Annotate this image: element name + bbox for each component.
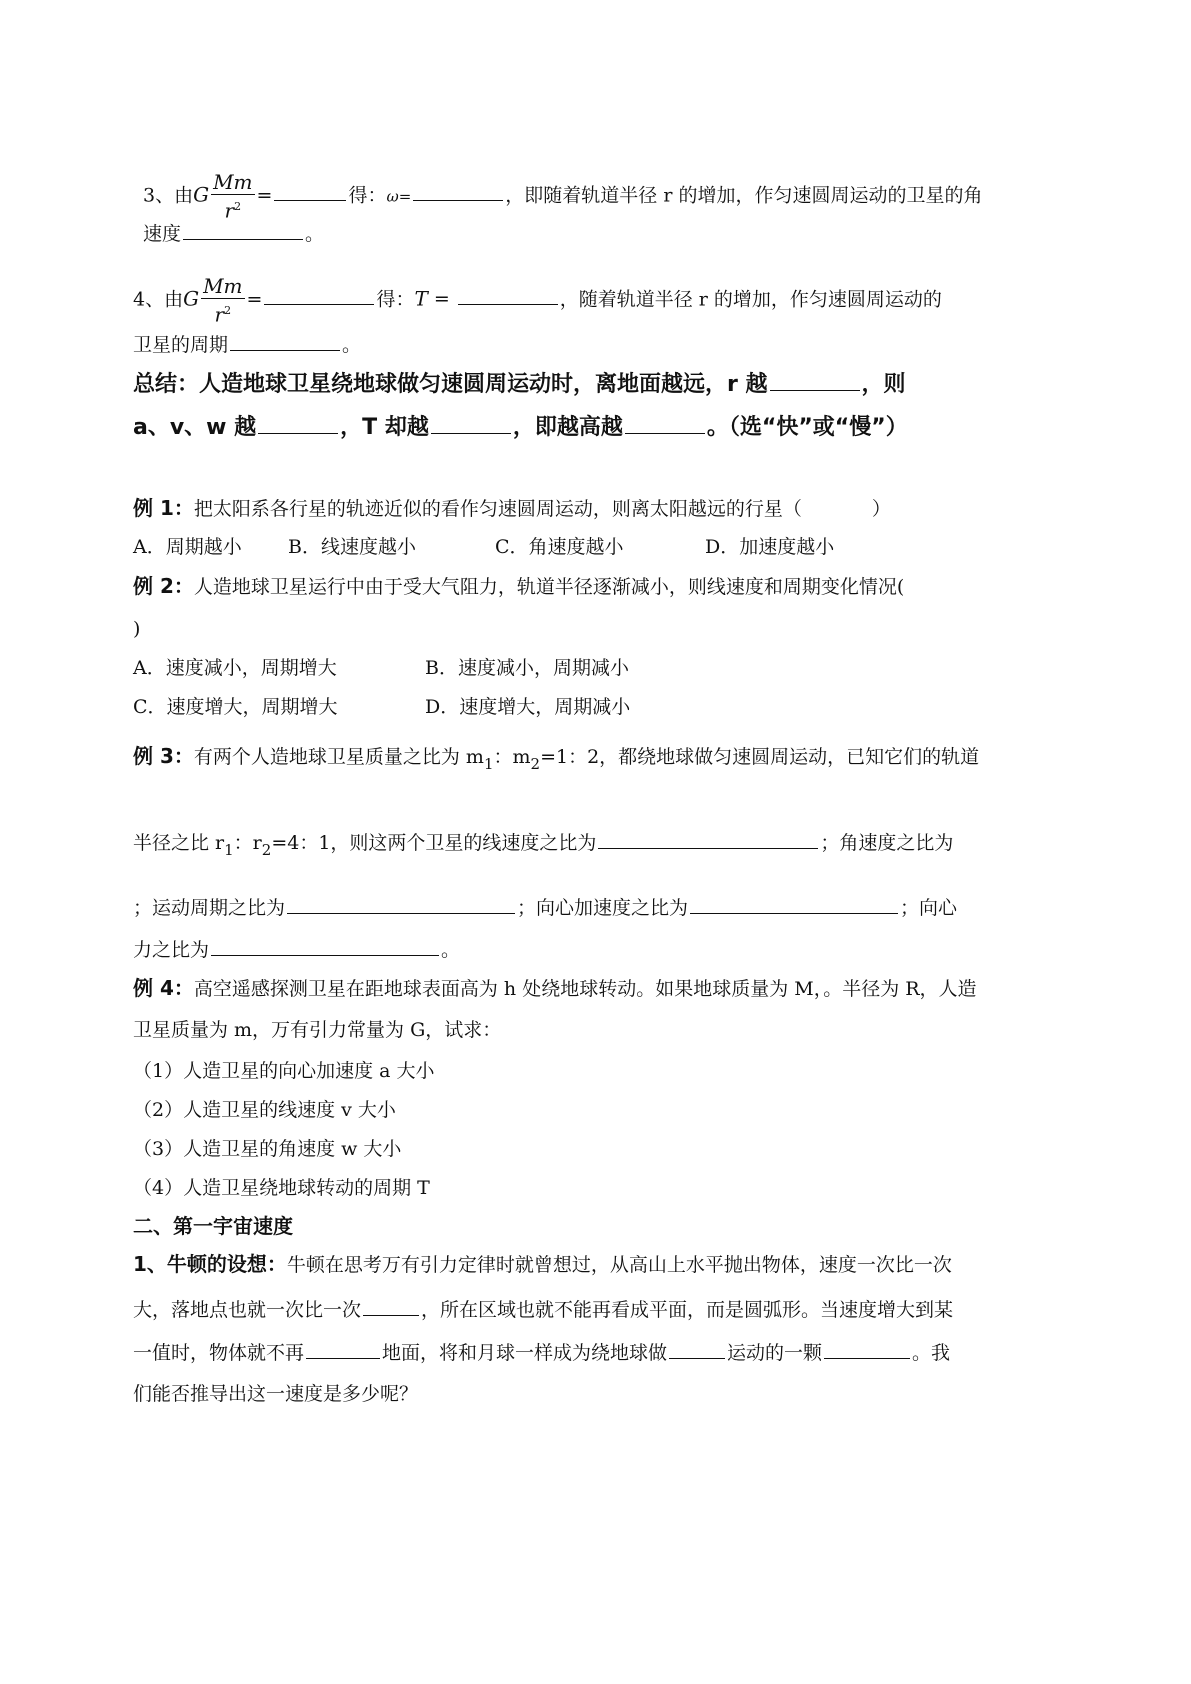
ex3-text-b: ：m — [493, 746, 531, 768]
ex2-option-c[interactable]: C．速度增大，周期增大 — [133, 696, 338, 718]
section2-line2 — [133, 1297, 953, 1323]
ex3-line4 — [133, 937, 460, 963]
q4-text: ，随着轨道半径 r 的增加，作匀速圆周运动的 — [559, 288, 942, 311]
ex3-blank-4[interactable] — [211, 937, 439, 956]
q3-frac-num: Mm — [213, 170, 253, 194]
ex3-line2 — [133, 830, 953, 863]
ex2-line — [133, 573, 904, 600]
summary-blank-2[interactable] — [258, 413, 338, 434]
section2-line3 — [133, 1340, 950, 1366]
section2-title: 二、第一宇宙速度 — [133, 1214, 293, 1238]
ex3-l3-a: ；运动周期之比为 — [133, 897, 286, 919]
ex4-item-4: （4）人造卫星绕地球转动的周期 T — [133, 1177, 430, 1199]
summary-text-1a: 总结：人造地球卫星绕地球做匀速圆周运动时，离地面越远，r 越 — [133, 372, 768, 397]
ex4-text: 高空遥感探测卫星在距地球表面高为 h 处绕地球转动。如果地球质量为 M，。半径为 R，人造 — [193, 978, 977, 1000]
ex2-close: ) — [133, 618, 141, 640]
section2-l1: 牛顿在思考万有引力定律时就曾想过，从高山上水平抛出物体，速度一次比一次 — [286, 1254, 952, 1276]
q3-number: 3、由 — [143, 184, 194, 207]
q4-frac-den: r — [214, 302, 225, 327]
ex1-text: 把太阳系各行星的轨迹近似的看作匀速圆周运动，则离太阳越远的行星（ — [193, 498, 802, 520]
ex3-text-a: 有两个人造地球卫星质量之比为 m — [193, 746, 484, 768]
ex3-blank-2[interactable] — [287, 895, 515, 914]
section2-l4: 们能否推导出这一速度是多少呢？ — [133, 1383, 419, 1405]
ex2-close-line — [133, 616, 140, 642]
ex1-option-b[interactable]: B．线速度越小 — [288, 536, 416, 558]
summary-line2 — [133, 413, 908, 441]
ex1-option-a[interactable]: A．周期越小 — [133, 536, 242, 558]
ex4-label: 例 4： — [133, 976, 194, 1000]
q4-frac-den-exp: 2 — [224, 304, 232, 317]
section2-blank-4[interactable] — [824, 1340, 910, 1359]
summary-blank-1[interactable] — [770, 370, 860, 391]
ex1-option-c[interactable]: C．角速度越小 — [495, 536, 624, 558]
ex3-l2-a: 半径之比 r — [133, 832, 225, 854]
ex2-text: 人造地球卫星运行中由于受大气阻力，轨道半径逐渐减小，则线速度和周期变化情况( — [193, 576, 905, 598]
q3-line2-text: 速度 — [143, 223, 182, 245]
summary-text-2d: 。（选“快”或“慢”） — [706, 415, 908, 440]
section2-l3-d: 。我 — [912, 1342, 951, 1364]
q4-g: G — [183, 286, 200, 311]
ex3-l4-b: 。 — [441, 939, 461, 961]
q3-blank-3[interactable] — [183, 221, 303, 240]
ex4-line2-text: 卫星质量为 m，万有引力常量为 G，试求： — [133, 1019, 502, 1041]
q4-blank-2[interactable] — [458, 286, 558, 305]
summary-line1 — [133, 370, 906, 398]
section2-l3-c: 运动的一颗 — [727, 1342, 823, 1364]
ex2-option-d[interactable]: D．速度增大，周期减小 — [425, 696, 631, 718]
q4-de: 得： — [376, 288, 415, 311]
ex2-options-row1 — [133, 655, 629, 681]
q3-blank-1[interactable] — [274, 182, 346, 201]
ex1-line — [133, 495, 891, 522]
ex2-option-a[interactable]: A．速度减小，周期增大 — [133, 657, 337, 679]
ex4-line2 — [133, 1017, 501, 1043]
ex4-item-1: （1）人造卫星的向心加速度 a 大小 — [133, 1060, 435, 1082]
ex1-options — [133, 534, 834, 560]
ex2-label: 例 2： — [133, 574, 194, 598]
ex4-line1 — [133, 975, 977, 1002]
q4-fraction — [201, 274, 244, 327]
ex3-line3 — [133, 895, 957, 921]
q4-number: 4、由 — [133, 288, 184, 311]
q3-eq: = — [256, 184, 273, 207]
q3-frac-den: r — [224, 198, 235, 223]
q4-frac-num: Mm — [203, 274, 243, 298]
summary-blank-4[interactable] — [625, 413, 705, 434]
summary-blank-3[interactable] — [431, 413, 511, 434]
q3-text: ，即随着轨道半径 r 的增加，作匀速圆周运动的卫星的角 — [505, 184, 983, 207]
q3-g: G — [193, 182, 210, 207]
q4-blank-1[interactable] — [264, 286, 374, 305]
q4-t: T — [414, 286, 428, 311]
ex3-l3-c: ；向心 — [900, 897, 958, 919]
ex3-blank-3[interactable] — [690, 895, 898, 914]
section2-blank-3[interactable] — [669, 1340, 725, 1359]
summary-text-2c: ，即越高越 — [512, 415, 623, 440]
q4-line1 — [133, 274, 942, 327]
ex3-sub-2: 2 — [530, 755, 541, 773]
ex3-line1 — [133, 743, 979, 777]
section2-blank-1[interactable] — [363, 1297, 419, 1316]
section2-blank-2[interactable] — [306, 1340, 380, 1359]
summary-text-2b: ，T 却越 — [340, 415, 429, 440]
ex1-close: ） — [871, 498, 891, 520]
q3-frac-den-exp: 2 — [234, 200, 242, 213]
ex3-l3-b: ；向心加速度之比为 — [517, 897, 689, 919]
q4-blank-3[interactable] — [230, 332, 340, 351]
section2-l3-a: 一值时，物体就不再 — [133, 1342, 305, 1364]
q3-omega: ω= — [386, 187, 412, 206]
ex4-item-2: （2）人造卫星的线速度 v 大小 — [133, 1099, 396, 1121]
section2-line1 — [133, 1251, 952, 1278]
section2-line4 — [133, 1381, 418, 1407]
q3-fraction — [211, 170, 254, 223]
summary-text-1b: ，则 — [861, 372, 906, 397]
section2-label: 1、牛顿的设想： — [133, 1252, 287, 1276]
ex3-text-c: =1：2，都绕地球做匀速圆周运动，已知它们的轨道 — [540, 746, 980, 768]
ex2-option-b[interactable]: B．速度减小，周期减小 — [425, 657, 629, 679]
ex1-option-d[interactable]: D．加速度越小 — [705, 536, 835, 558]
ex3-blank-1[interactable] — [598, 830, 818, 849]
q4-t-eq: = — [433, 288, 450, 311]
section2-l3-b: 地面，将和月球一样成为绕地球做 — [382, 1342, 668, 1364]
section2-l2-b: ，所在区域也就不能再看成平面，而是圆弧形。当速度增大到某 — [421, 1299, 954, 1321]
q4-end: 。 — [342, 334, 362, 356]
ex3-sub-1: 1 — [483, 755, 494, 773]
ex1-label: 例 1： — [133, 496, 194, 520]
q4-line2 — [133, 332, 361, 358]
ex3-l2-sub-2: 2 — [261, 841, 272, 859]
q3-de: 得： — [348, 184, 387, 207]
ex4-item-3: （3）人造卫星的角速度 w 大小 — [133, 1138, 402, 1160]
section2-l2-a: 大，落地点也就一次比一次 — [133, 1299, 362, 1321]
q3-line2 — [143, 221, 324, 247]
ex3-l2-b: ：r — [233, 832, 262, 854]
ex3-l2-c: =4：1，则这两个卫星的线速度之比为 — [271, 832, 597, 854]
q4-eq: = — [246, 288, 263, 311]
q3-blank-2[interactable] — [413, 182, 503, 201]
q4-line2-text: 卫星的周期 — [133, 334, 229, 356]
ex3-label: 例 3： — [133, 744, 194, 768]
ex3-l2-d: ；角速度之比为 — [820, 832, 954, 854]
q3-end: 。 — [305, 223, 325, 245]
ex3-l4-a: 力之比为 — [133, 939, 210, 961]
ex2-options-row2 — [133, 694, 630, 720]
summary-text-2a: a、v、w 越 — [133, 415, 257, 440]
ex3-l2-sub-1: 1 — [224, 841, 234, 859]
q3-line1 — [143, 170, 982, 223]
